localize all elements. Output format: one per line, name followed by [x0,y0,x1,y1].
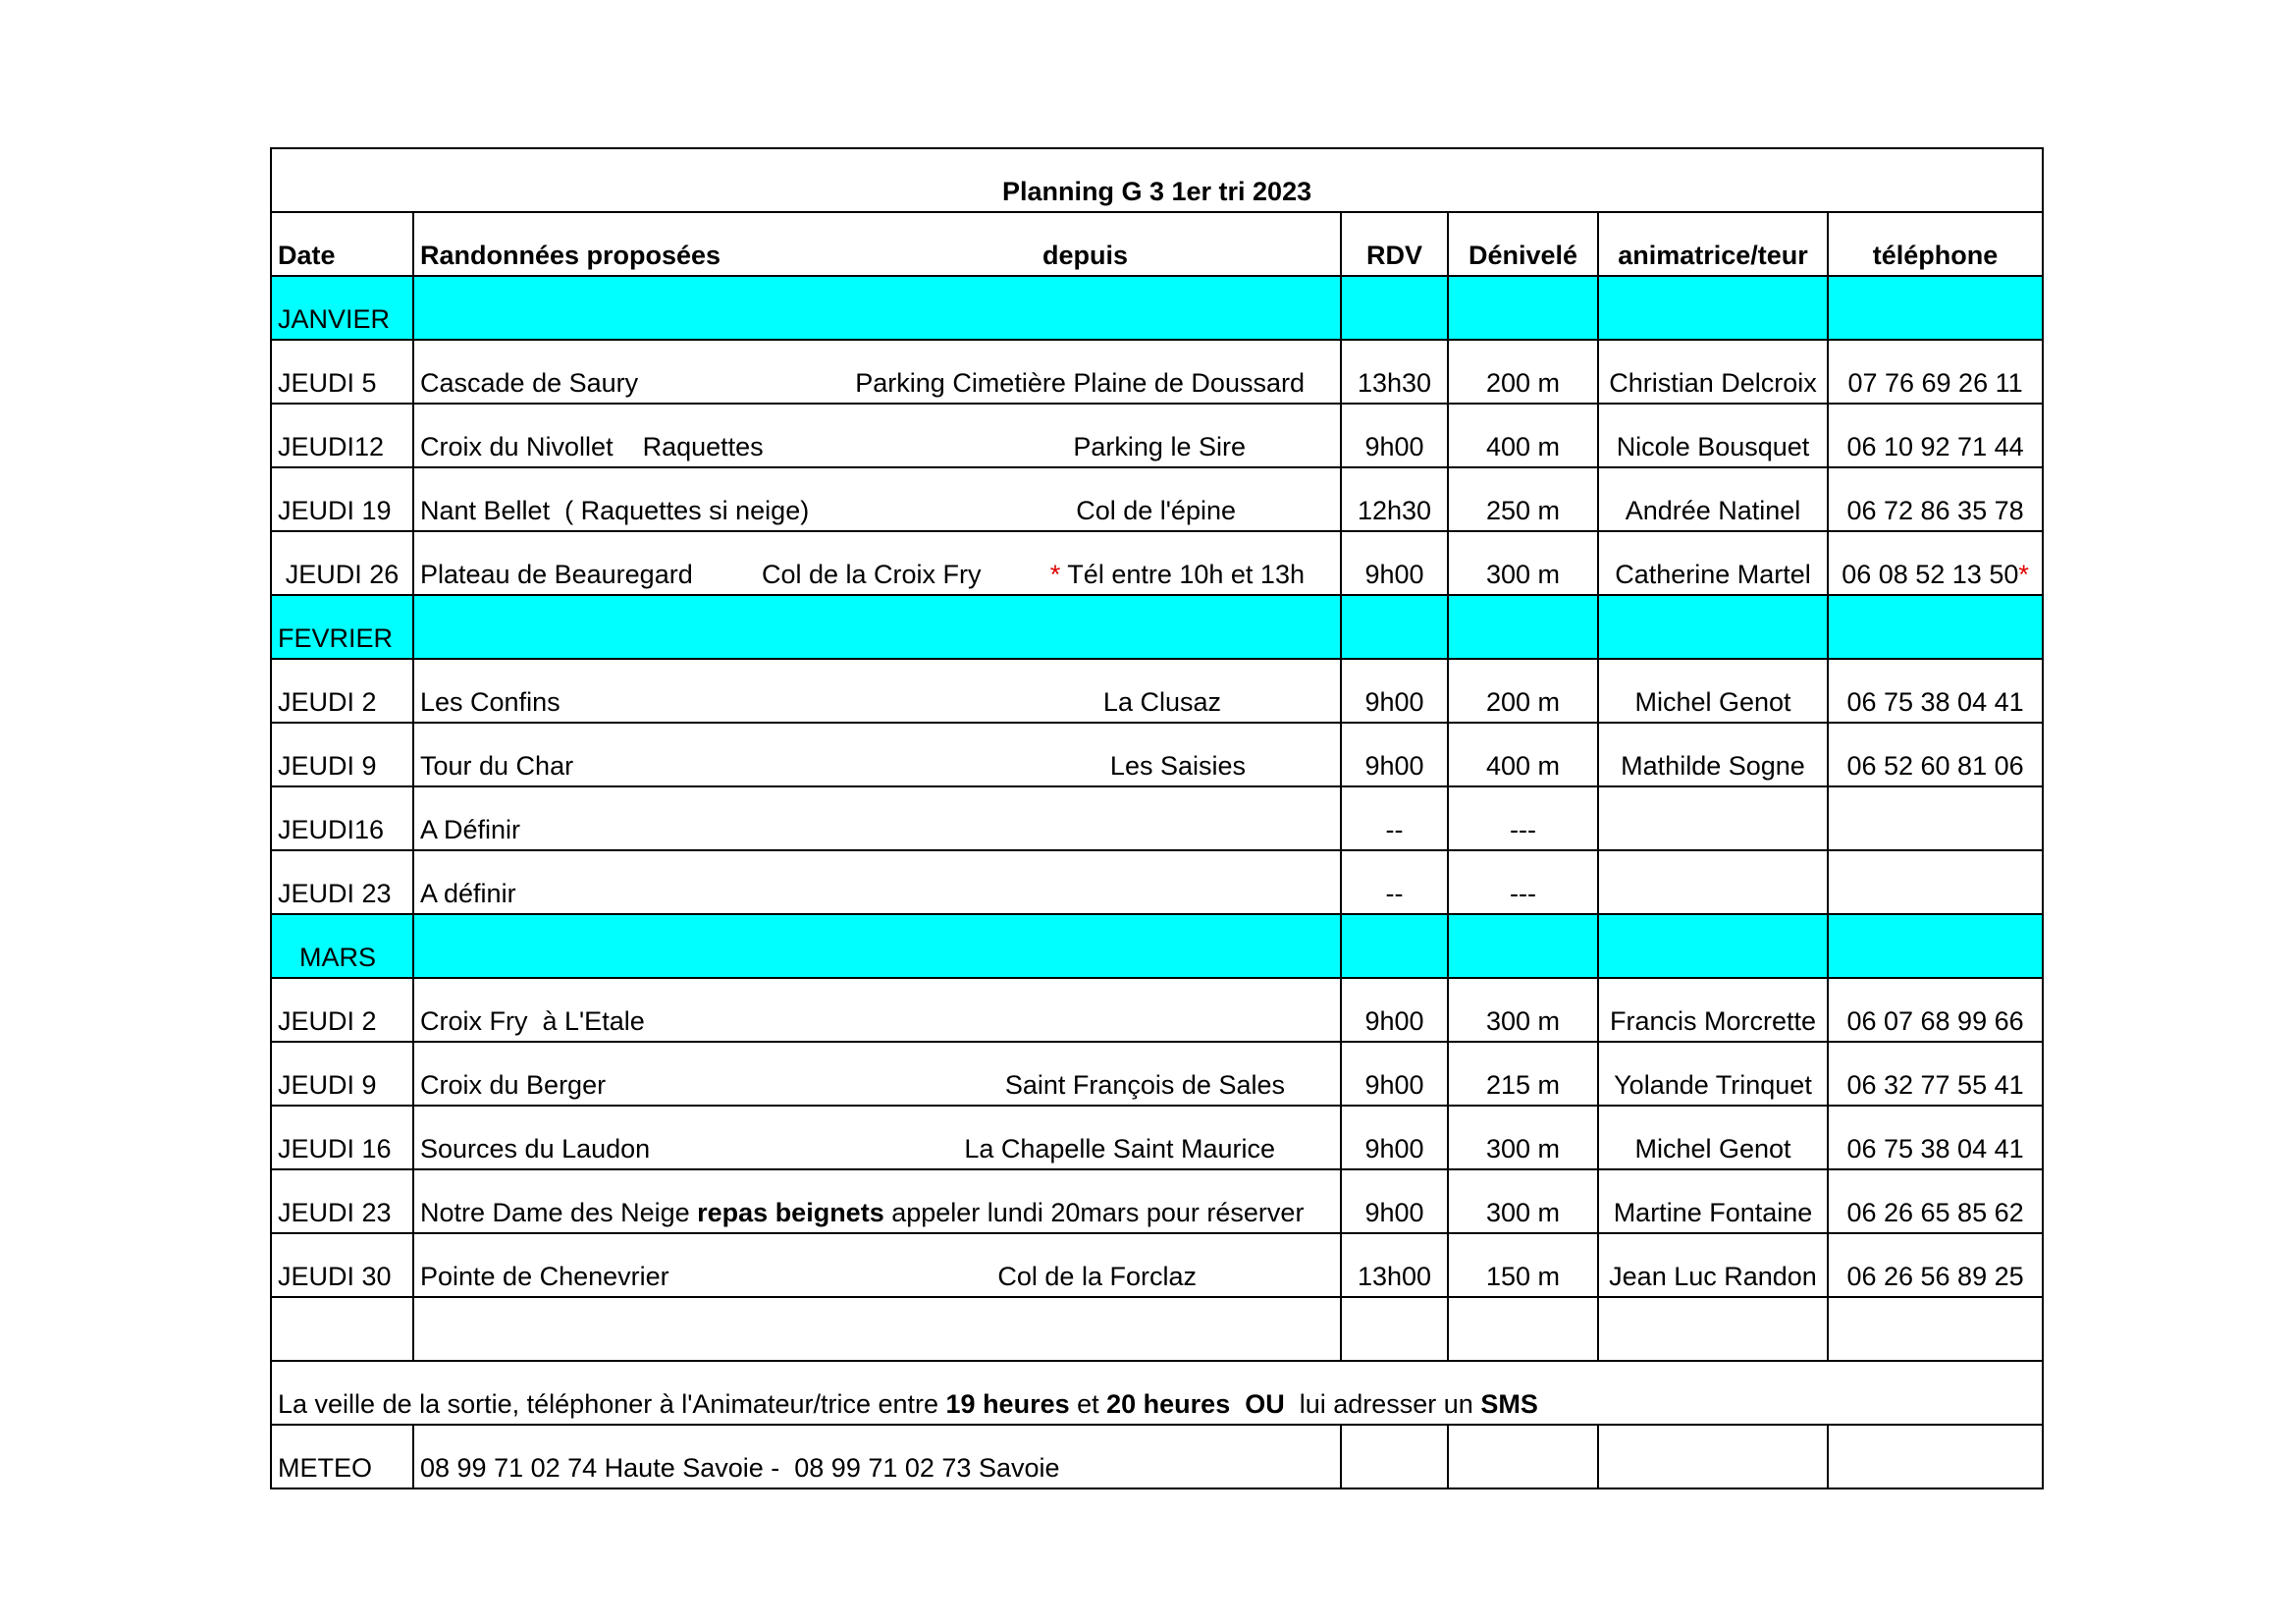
tel-text: 06 08 52 13 50 [1842,560,2019,589]
row-rando-name: Sources du Laudon [420,1134,651,1163]
row-denivele: 300 m [1448,978,1598,1042]
row-rdv: 9h00 [1341,531,1448,595]
row-animateur: Jean Luc Randon [1598,1233,1828,1297]
month-row-fevrier [271,595,2043,659]
row-denivele: 300 m [1448,1106,1598,1169]
note-part: lui adresser un [1284,1389,1481,1419]
row-date: JEUDI 19 [271,467,413,531]
row-telephone [1828,850,2043,914]
month-label: FEVRIER [271,595,413,659]
row-animateur: Mathilde Sogne [1598,723,1828,786]
row-animateur: Catherine Martel [1598,531,1828,595]
row-date: JEUDI 23 [271,1169,413,1233]
header-rando [413,212,1341,276]
row-animateur: Nicole Bousquet [1598,404,1828,467]
row-depuis: Les Saisies [1109,751,1246,781]
row-depuis: Parking Cimetière Plaine de Doussard [855,368,1305,398]
row-rando-name: Les Confins [420,687,561,717]
row-rando [413,723,1341,786]
row-animateur: Martine Fontaine [1598,1169,1828,1233]
meteo-label: METEO [271,1425,413,1488]
row-telephone: 06 52 60 81 06 [1828,723,2043,786]
table-row [271,723,2043,786]
row-date: JEUDI 2 [271,978,413,1042]
row-telephone: 06 32 77 55 41 [1828,1042,2043,1106]
row-rando-name: Tour du Char [420,751,574,781]
note-part: La veille de la sortie, téléphoner à l'Animateur/trice entre [278,1389,946,1419]
row-depuis: Col de la Forclaz [997,1262,1197,1291]
meteo-numbers: 08 99 71 02 74 Haute Savoie - 08 99 71 02 73 Savoie [413,1425,1341,1488]
table-row [271,978,2043,1042]
row-depuis: La Chapelle Saint Maurice [964,1134,1275,1163]
row-animateur: Yolande Trinquet [1598,1042,1828,1106]
header-telephone: téléphone [1828,212,2043,276]
row-note [1050,560,1305,590]
row-date: JEUDI 2 [271,659,413,723]
row-denivele: 150 m [1448,1233,1598,1297]
row-date: JEUDI12 [271,404,413,467]
row-rdv: 13h30 [1341,340,1448,404]
row-rando [413,1169,1341,1233]
row-rando-name: Plateau de Beauregard [420,560,693,589]
note-part: et [1069,1389,1107,1419]
row-telephone: 06 07 68 99 66 [1828,978,2043,1042]
empty-row [271,1297,2043,1361]
row-animateur: Andrée Natinel [1598,467,1828,531]
header-rdv: RDV [1341,212,1448,276]
table-row [271,531,2043,595]
row-telephone: 06 75 38 04 41 [1828,1106,2043,1169]
table-row [271,659,2043,723]
table-row [271,467,2043,531]
table-row [271,1042,2043,1106]
row-telephone: 07 76 69 26 11 [1828,340,2043,404]
row-date: JEUDI 23 [271,850,413,914]
table-row [271,1233,2043,1297]
row-rando [413,1233,1341,1297]
note-bold-part: SMS [1480,1389,1538,1419]
row-date: JEUDI 9 [271,1042,413,1106]
table-row [271,1106,2043,1169]
table-row [271,404,2043,467]
row-rdv: 13h00 [1341,1233,1448,1297]
row-rando: Croix Fry à L'Etale [413,978,1341,1042]
row-rdv: -- [1341,850,1448,914]
note-bold-part: 19 heures [945,1389,1070,1419]
row-denivele: 250 m [1448,467,1598,531]
row-rdv: 9h00 [1341,723,1448,786]
row-animateur: Francis Morcrette [1598,978,1828,1042]
row-rando: A définir [413,850,1341,914]
row-rando [413,531,1341,595]
header-row [271,212,2043,276]
row-denivele: 215 m [1448,1042,1598,1106]
row-denivele: 200 m [1448,659,1598,723]
row-rando [413,1042,1341,1106]
month-row-mars [271,914,2043,978]
row-rando [413,1106,1341,1169]
row-denivele: 300 m [1448,531,1598,595]
row-rdv: 9h00 [1341,1042,1448,1106]
table-row [271,1169,2043,1233]
row-rando-name: Croix du Berger [420,1070,607,1100]
row-depuis: La Clusaz [1102,687,1221,717]
row-animateur: Michel Genot [1598,659,1828,723]
row-rdv: -- [1341,786,1448,850]
row-rdv: 9h00 [1341,659,1448,723]
row-animateur: Christian Delcroix [1598,340,1828,404]
planning-table [270,147,2044,1489]
note-text: Tél entre 10h et 13h [1060,560,1305,589]
row-telephone: 06 26 56 89 25 [1828,1233,2043,1297]
row-denivele: 200 m [1448,340,1598,404]
row-rando-highlight: repas beignets [697,1198,884,1227]
page-title: Planning G 3 1er tri 2023 [271,148,2043,212]
row-animateur [1598,786,1828,850]
row-date: JEUDI16 [271,786,413,850]
row-telephone [1828,786,2043,850]
meteo-row [271,1425,2043,1488]
row-denivele: 300 m [1448,1169,1598,1233]
row-date: JEUDI 30 [271,1233,413,1297]
row-denivele: --- [1448,850,1598,914]
row-rdv: 9h00 [1341,1106,1448,1169]
row-telephone: 06 10 92 71 44 [1828,404,2043,467]
title-row [271,148,2043,212]
row-animateur [1598,850,1828,914]
row-telephone: 06 72 86 35 78 [1828,467,2043,531]
row-denivele: --- [1448,786,1598,850]
table-row [271,850,2043,914]
row-rando-name: Cascade de Saury [420,368,639,398]
note-bold-part: 20 heures OU [1106,1389,1285,1419]
row-rando-note: appeler lundi 20mars pour réserver [883,1198,1305,1227]
row-rando-name: Notre Dame des Neige [420,1198,698,1227]
row-depuis: Saint François de Sales [1004,1070,1285,1100]
table-row [271,786,2043,850]
note-row [271,1361,2043,1425]
row-telephone: 06 75 38 04 41 [1828,659,2043,723]
row-depuis: Col de l'épine [1076,496,1236,525]
month-row-janvier [271,276,2043,340]
header-denivele: Dénivelé [1448,212,1598,276]
header-animateur: animatrice/teur [1598,212,1828,276]
row-rando-name: Croix du Nivollet Raquettes [420,432,764,461]
note-asterisk: * [1049,560,1061,589]
row-denivele: 400 m [1448,404,1598,467]
header-date: Date [271,212,413,276]
contact-note [271,1361,2043,1425]
row-depuis: Col de la Croix Fry [761,560,982,589]
row-rdv: 9h00 [1341,404,1448,467]
row-rando-name: Nant Bellet ( Raquettes si neige) [420,496,810,525]
row-rando: A Définir [413,786,1341,850]
row-depuis: Parking le Sire [1073,432,1246,461]
row-rando-name: Pointe de Chenevrier [420,1262,669,1291]
month-label: JANVIER [271,276,413,340]
row-rdv: 12h30 [1341,467,1448,531]
row-denivele: 400 m [1448,723,1598,786]
row-date: JEUDI 16 [271,1106,413,1169]
row-rando [413,404,1341,467]
row-date: JEUDI 9 [271,723,413,786]
row-date: JEUDI 5 [271,340,413,404]
row-animateur: Michel Genot [1598,1106,1828,1169]
row-rando [413,467,1341,531]
row-rando [413,340,1341,404]
row-date: JEUDI 26 [271,531,413,595]
row-rdv: 9h00 [1341,978,1448,1042]
row-rando [413,659,1341,723]
row-telephone [1828,531,2043,595]
month-label: MARS [271,914,413,978]
table-row [271,340,2043,404]
header-depuis: depuis [1041,241,1128,270]
row-telephone: 06 26 65 85 62 [1828,1169,2043,1233]
tel-asterisk: * [2018,560,2029,589]
row-rdv: 9h00 [1341,1169,1448,1233]
header-rando-label: Randonnées proposées [420,241,721,270]
